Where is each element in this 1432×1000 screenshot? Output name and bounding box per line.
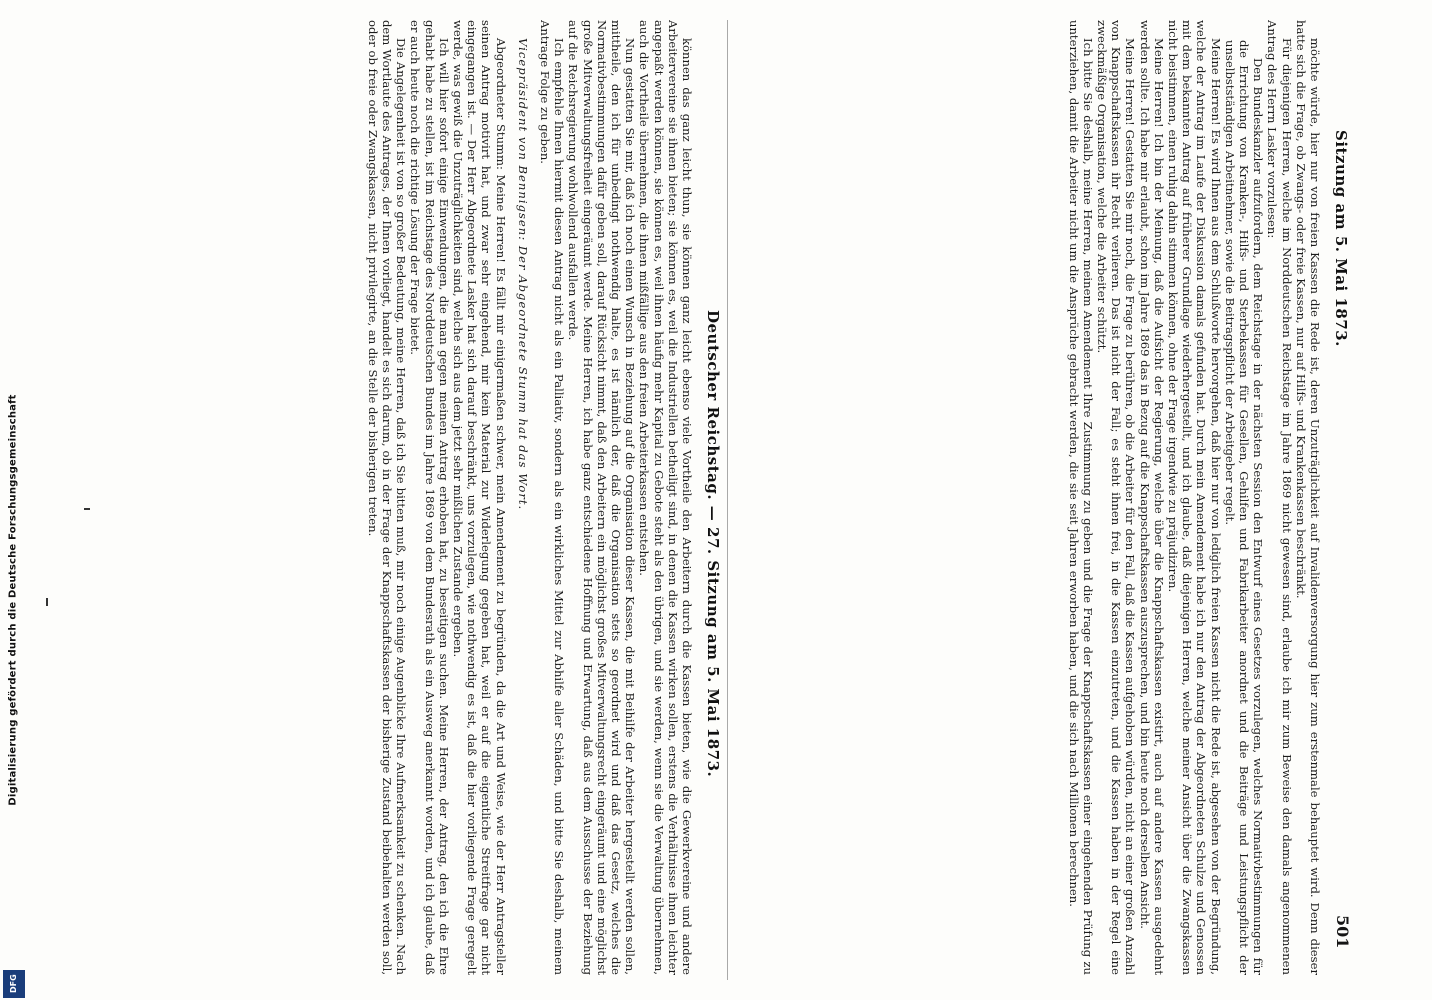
digitization-note: Digitalisierung gefördert durch die Deutsche Forschungsgemeinschaft [7, 394, 19, 806]
paragraph: Ich bitte Sie deshalb, meine Herren, meinem Amendement Ihre Zustimmung zu geben und die Frage der Knappschaftskassen einer eingehenden Prüfung zu unterziehen, damit die Arbeiter nicht um die Ansprüche gebracht werden, die sie seit Jahren erworben haben, und die sich nach Millionen berechnen. [1066, 20, 1095, 975]
president-line: Vicepräsident von Bennigsen: Der Abgeordnete Stumm hat das Wort. [515, 38, 530, 511]
right-page-rotated [736, 10, 1356, 990]
paragraph: können das ganz leicht thun, sie können ganz leicht ebenso viele Vortheile den Arbeitern durch die Kassen bieten, wie die Gewerkvereine und andere Arbeitervereine sie ihnen bieten; sie können es, weil die Industriellen betheiligt sind, in denen die Kassen wirken sollen, erstens die Verhältnisse ihnen leichter angepaßt werden können, sie können es, weil ihnen häufig mehr Kapital zu Gebote steht als den übrigen, und sie werden, wenn sie die Verwaltung übernehmen, auch die Vortheile übernehmen, die ihnen mißfällige aus den freien Arbeiterkassen entstehen. [637, 20, 694, 975]
scan-mark [46, 598, 48, 606]
digitization-strip [0, 0, 26, 1000]
quoted-motion: Den Bundeskanzler aufzufordern, dem Reichstage in der nächsten Session den Entwurf eines Gesetzes vorzulegen, welches Normativbestimmungen für die Errichtung von Kranken-, Hilfs- und Sterbekassen für Gesellen, Gehilfen und Fabrikarbeiter anordnet und die Beiträge und Leistungspflicht der unselbstständigen Arbeitnehmer, sowie die Beitragspflicht der Arbeitgeber regelt. [1222, 40, 1266, 975]
left-page-rotated [88, 10, 728, 990]
speech-paragraph: Abgeordneter Stumm: Meine Herren! Es fällt mir einigermaßen schwer, mein Amendement zu begründen, da die Art und Weise, wie der Herr Antragsteller seinen Antrag motivirt hat, und zwar sehr eingehend, mir kein Material zur Widerlegung gegeben hat, weil er auf die eigentliche Streitfrage gar nicht eingegangen ist. — Der Herr Abgeordnete Lasker hat sich darauf beschränkt, uns vorzulegen, wie nothwendig es ist, daß die hier vorliegende Frage geregelt werde, was gewiß die Unzuträglichkeiten sind, welche sich aus dem jetzt sehr mißlichen Zustande ergeben. [450, 20, 508, 975]
paragraph: möchte würde, hier nur von freien Kassen die Rede ist, deren Unzuträglichkeit auf Invalidenversorgung hier zum erstenmale behauptet wird. Denn dieser hatte sich die Frage, ob Zwangs- oder freie Kassen, nur auf Hilfs- und Krankenkassen beschränkt. [1293, 20, 1322, 975]
speech-paragraph: Die Angelegenheit ist von so großer Bedeutung, meine Herren, daß ich Sie bitten muß, mir noch einige Augenblicke Ihre Aufmerksamkeit zu schenken. Nach dem Wortlaute des Antrages, der Ihnen vorliegt, handelt es sich darum, ob in der Frage der Knappschaftskassen der bisherige Zustand beibehalten werden soll, oder ob freie oder Zwangskassen, nicht privilegirte, an die Stelle der bisherigen treten. [365, 20, 409, 975]
paragraph: Ich empfehle Ihnen hiermit diesen Antrag nicht als ein Palliativ, sondern als ein wirkliches Mittel zur Abhilfe aller Schäden, und bitte Sie deshalb, meinem Antrage Folge zu geben. [537, 20, 567, 975]
right-page [736, 10, 1356, 990]
paragraph: Nun gestatten Sie mir, daß ich noch einen Wunsch in Beziehung auf die Organisation dieser Kassen, die mit Beihilfe der Arbeiter hergestellt werden sollen, mittheile, den ich für unbedingt nothwendig halte, es ist nämlich der, daß die Organisation stets so geordnet wird und daß das Gesetz, welches die Normativbestimmungen dafür geben soll, darauf Rücksicht nimmt, daß den Arbeitern ein möglichst großes Mitverwaltungsrecht eingeräumt und eine möglichst große Mitverwaltungsfreiheit eingeräumt werde. Meine Herren, ich habe ganz entschiedene Hoffnung und Erwartung, daß aus dem Ausschusse der Beziehung auf die Reichsregierung wohlwollend ausfallen werde. [566, 20, 638, 975]
left-page-header: Deutscher Reichstag. — 27. Sitzung am 5. Mai 1873. [704, 310, 722, 778]
page-number: 501 [1333, 915, 1352, 949]
scan-mark [84, 508, 90, 510]
right-page-column [742, 20, 1322, 975]
speech-paragraph: Ich will hier sofort einige Einwendungen, die man gegen meinen Antrag erhoben hat, zu beseitigen suchen. Meine Herren, der Antrag, den ich die Ehre gehabt habe zu stellen, ist im Reichstage des Norddeutschen Bundes im Jahre 1869 von dem Bundesrath als ein Ausweg anerkannt worden, und ich glaube, daß er auch heute noch die richtige Lösung der Frage bietet. [408, 20, 451, 975]
paragraph: Für diejenigen Herren, welche im Norddeutschen Reichstage im Jahre 1869 nicht gewesen sind, erlaube ich mir zum Beweise den damals angenommenen Antrag des Herrn Lasker vorzulesen: [1265, 20, 1294, 975]
paragraph: Meine Herren! Es wird Ihnen aus dem Schlußworte hervorgehen, daß hier nur von lediglich freien Kassen nicht die Rede ist, abgesehen von der Begründung, welche der Antrag im Laufe der Diskussion damals gefunden hat. Durch mein Amendement habe ich nur den Antrag der Abgeordneten Schulze und Genossen mit dem bekannten Antrag auf früherer Grundlage wiederhergestellt, und ich glaube, daß diejenigen Herren, welche meiner Ansicht über die Zwangskassen nicht beistimmen, einen ruhig dahin stimmen können, ohne der Frage irgendwie zu präjudiziren. [1165, 20, 1223, 975]
dfg-logo: DFG [3, 970, 25, 998]
right-page-header: Sitzung am 5. Mai 1873. [1332, 130, 1350, 347]
paragraph: Meine Herren! Gestatten Sie mir noch, die Frage zu berühren, ob die Arbeiter für den Fall, daß die Kassen aufgehoben würden, nicht an einer großen Anzahl von Knappschaftskassen ihr Recht verlieren. Das ist nicht der Fall; es steht ihnen frei, in die Kassen einzutreten, und die Kassen haben in der Regel eine zweckmäßige Organisation, welche die Arbeiter schützt. [1094, 20, 1138, 975]
left-page-column [94, 20, 694, 975]
left-page [88, 10, 728, 990]
paragraph: Meine Herren! Ich bin der Meinung, daß die Aufsicht der Regierung, welche über die Knappschaftskassen existirt, auch auf andere Kassen ausgedehnt werden sollte. Ich habe mir erlaubt, schon im Jahre 1869 das in Bezug auf die Knappschaftskassen auszusprechen, und bin heute noch derselben Ansicht. [1137, 20, 1166, 975]
